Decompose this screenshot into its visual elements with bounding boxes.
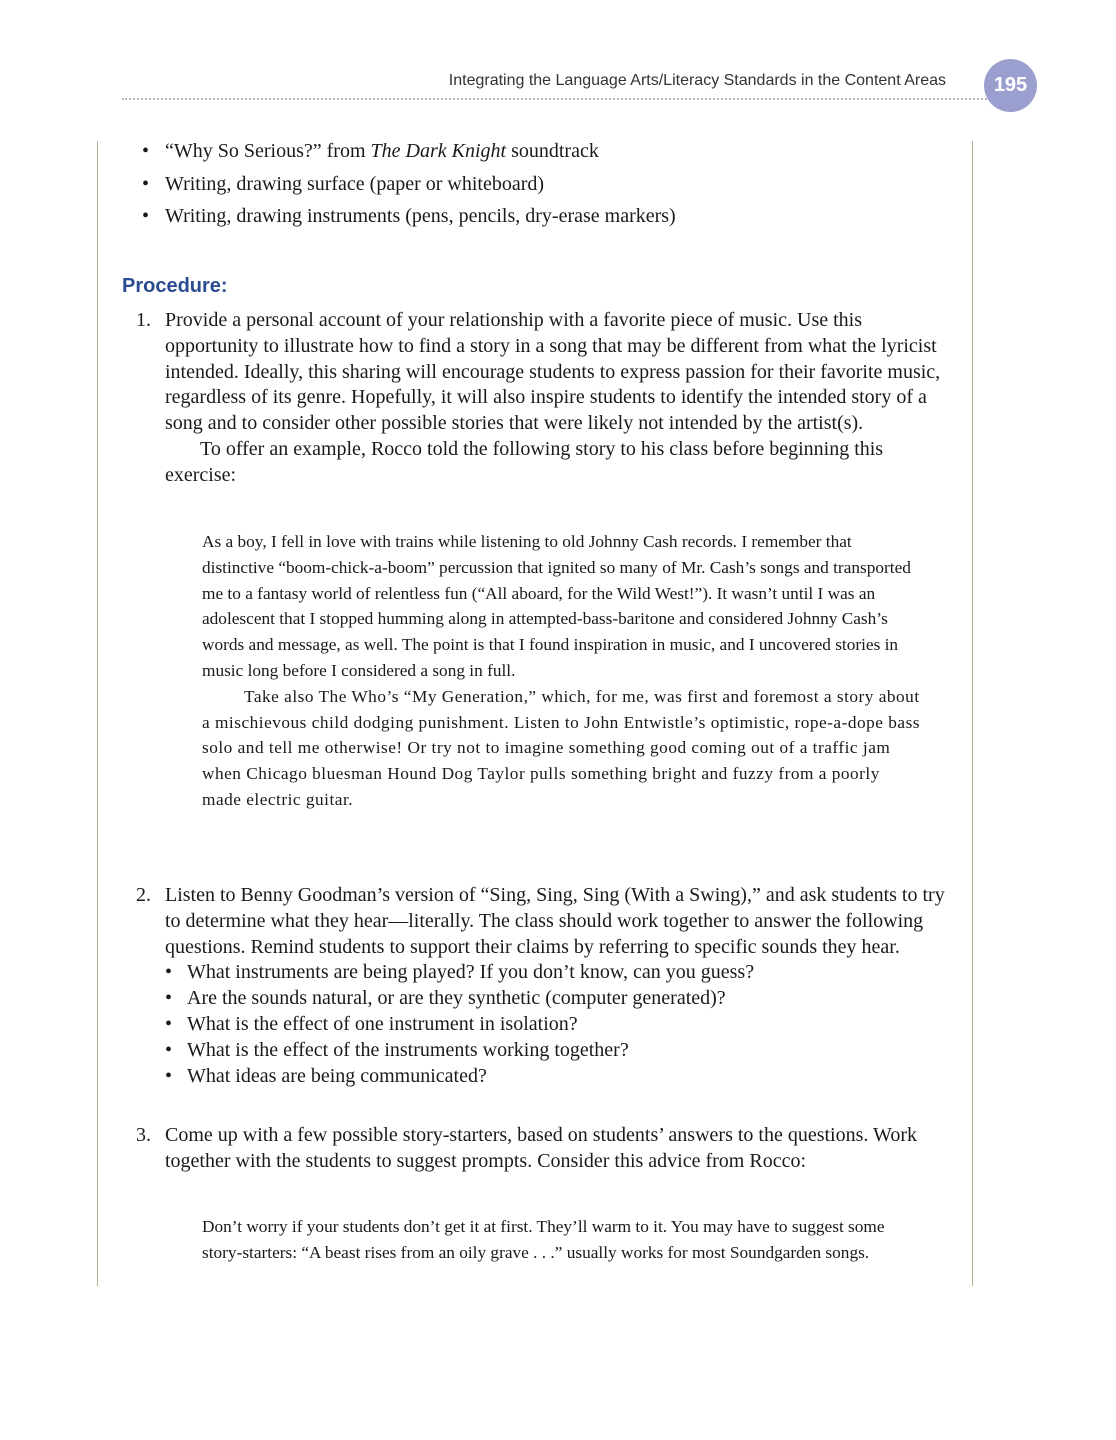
question-list [165,960,945,1089]
materials-item: • “Why So Serious?” from The Dark Knight soundtrack [140,135,960,168]
step-number: 3. [136,1124,151,1146]
step-paragraph: To offer an example, Rocco told the following story to his class before beginning this exercise: [165,437,884,486]
step-paragraph: Listen to Benny Goodman’s version of “Sing, Sing, Sing (With a Swing),” and ask students to try to determine what they hear—literally. The class should work together to answer the following questions. Remind students to support their claims by referring to specific sounds they hear. [165,884,945,958]
question-item: • What instruments are being played? If you don’t know, can you guess? [165,960,945,986]
header-dotted-rule [122,98,990,100]
quote-paragraph: Take also The Who’s “My Generation,” which, for me, was first and foremost a story about a mischievous child dodging punishment. Listen to John Entwistle’s optimistic, rope-a-dope bass solo and tell me otherwise! Or try not to imagine something good coming out of a traffic jam when Chicago bluesman Hound Dog Taylor pulls something bright and fuzzy from a poorly made electric guitar. [202,686,921,809]
materials-item: • Writing, drawing instruments (pens, pencils, dry-erase markers) [140,200,960,233]
procedure-heading: Procedure: [122,275,228,297]
step-number: 1. [136,309,151,331]
materials-list [140,135,960,233]
procedure-step-3 [136,1123,945,1175]
materials-item: • Writing, drawing surface (paper or whiteboard) [140,168,960,201]
block-quote-advice [202,1214,922,1266]
question-item: • What ideas are being communicated? [165,1064,945,1090]
step-number: 2. [136,884,151,906]
quote-paragraph: As a boy, I fell in love with trains while listening to old Johnny Cash records. I remember that distinctive “boom-chick-a-boom” percussion that ignited so many of Mr. Cash’s songs and transported me to a fantasy world of relentless fun (“All aboard, for the Wild West!”). It wasn’t until I was an adolescent that I stopped humming along in attempted-bass-baritone and considered Johnny Cash’s words and message, as well. The point is that I found inspiration in music, and I uncovered stories in music long before I considered a song in full. [202,532,911,680]
question-item: • Are the sounds natural, or are they synthetic (computer generated)? [165,986,945,1012]
page-number-badge: 195 [984,59,1037,112]
question-item: • What is the effect of one instrument in isolation? [165,1012,945,1038]
block-quote-rocco [202,529,922,813]
step-paragraph: Come up with a few possible story-starters, based on students’ answers to the questions. Work together with the students to suggest prompts. Consider this advice from Rocco: [165,1124,917,1172]
left-margin-rule [97,141,98,1286]
question-item: • What is the effect of the instruments working together? [165,1038,945,1064]
quote-paragraph: Don’t worry if your students don’t get it at first. They’ll warm to it. You may have to suggest some story-starters: “A beast rises from an oily grave . . .” usually works for most Soundgarden songs. [202,1217,885,1262]
procedure-step-2 [136,883,945,1089]
procedure-step-1 [136,308,945,489]
step-paragraph: Provide a personal account of your relationship with a favorite piece of music. Use this opportunity to illustrate how to find a story in a song that may be different from what the lyricist intended. Ideally, this sharing will encourage students to express passion for their favorite music, regardless of its genre. Hopefully, it will also inspire students to identify the intended story of a song and to consider other possible stories that were likely not intended by the artist(s). [165,309,941,435]
running-head: Integrating the Language Arts/Literacy Standards in the Content Areas [448,72,946,89]
right-margin-rule [972,141,973,1286]
